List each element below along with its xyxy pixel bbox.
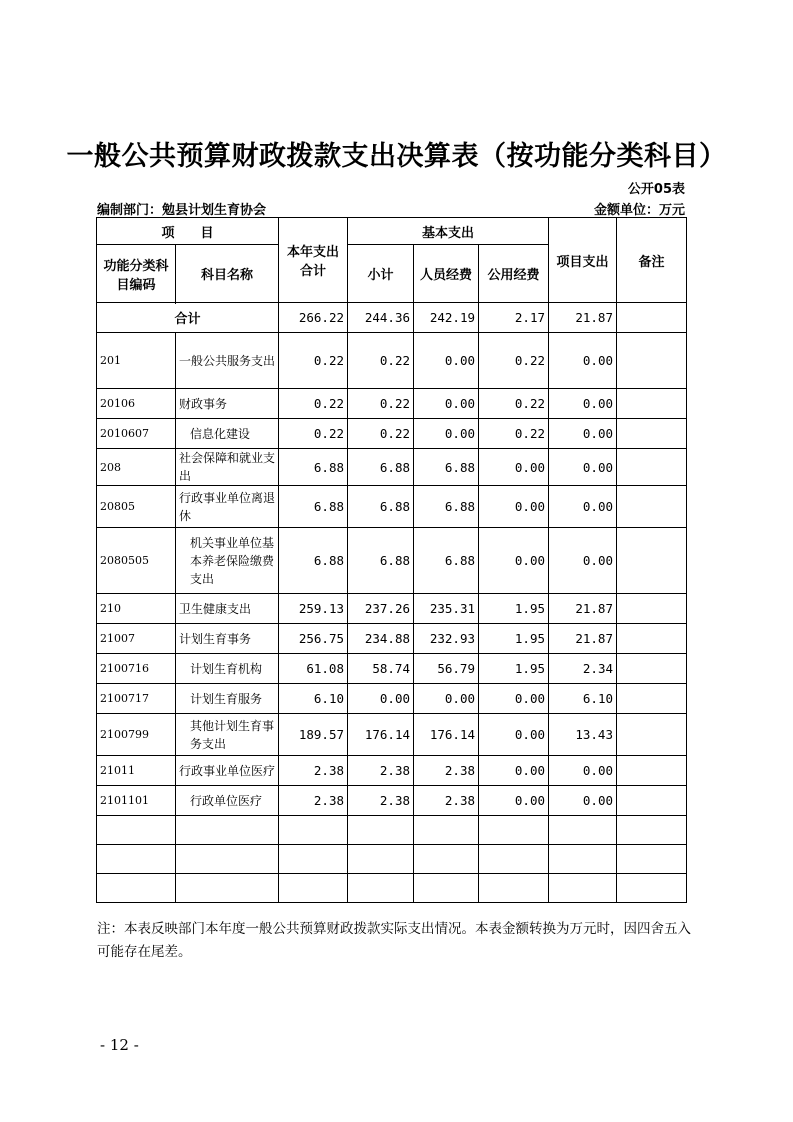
empty-cell — [348, 816, 414, 845]
table-row — [97, 756, 687, 786]
row-subtotal: 0.22 — [348, 419, 414, 449]
total-subtotal: 244.36 — [348, 303, 414, 333]
row-personnel: 0.00 — [414, 389, 479, 419]
row-name: 财政事务 — [176, 389, 279, 419]
department-label: 编制部门：勉县计划生育协会 — [97, 203, 267, 218]
row-personnel: 6.88 — [414, 528, 479, 594]
row-subtotal: 6.88 — [348, 486, 414, 528]
row-project: 2.34 — [549, 654, 617, 684]
row-personnel: 2.38 — [414, 786, 479, 816]
row-code: 21011 — [97, 756, 176, 786]
row-personnel: 235.31 — [414, 594, 479, 624]
row-annual: 256.75 — [279, 624, 348, 654]
row-name: 其他计划生育事务支出 — [176, 714, 279, 756]
row-annual: 259.13 — [279, 594, 348, 624]
empty-cell — [617, 816, 687, 845]
table-row — [97, 528, 687, 594]
row-subtotal: 6.88 — [348, 449, 414, 486]
empty-cell — [279, 845, 348, 874]
row-subtotal: 0.22 — [348, 389, 414, 419]
row-name: 机关事业单位基本养老保险缴费支出 — [176, 528, 279, 594]
row-annual: 6.88 — [279, 449, 348, 486]
row-annual: 2.38 — [279, 756, 348, 786]
row-code: 2100799 — [97, 714, 176, 756]
empty-cell — [97, 816, 176, 845]
row-project: 0.00 — [549, 419, 617, 449]
total-annual: 266.22 — [279, 303, 348, 333]
row-subtotal: 58.74 — [348, 654, 414, 684]
table-row — [97, 419, 687, 449]
row-name: 计划生育事务 — [176, 624, 279, 654]
empty-cell — [176, 845, 279, 874]
row-code: 2100716 — [97, 654, 176, 684]
table-row — [97, 624, 687, 654]
empty-cell — [617, 874, 687, 903]
row-project: 21.87 — [549, 624, 617, 654]
row-code: 21007 — [97, 624, 176, 654]
header-personnel: 人员经费 — [414, 245, 479, 303]
header-subject-name: 科目名称 — [176, 245, 279, 303]
row-project: 0.00 — [549, 449, 617, 486]
row-public: 0.00 — [479, 449, 549, 486]
table-row — [97, 449, 687, 486]
row-public: 0.22 — [479, 389, 549, 419]
empty-cell — [549, 874, 617, 903]
row-annual: 0.22 — [279, 333, 348, 389]
row-name: 行政单位医疗 — [176, 786, 279, 816]
row-name: 社会保障和就业支出 — [176, 449, 279, 486]
row-annual: 61.08 — [279, 654, 348, 684]
empty-cell — [549, 845, 617, 874]
row-public: 1.95 — [479, 654, 549, 684]
row-name: 信息化建设 — [176, 419, 279, 449]
row-remark — [617, 786, 687, 816]
empty-cell — [479, 874, 549, 903]
page-title: 一般公共预算财政拨款支出决算表（按功能分类科目） — [66, 141, 727, 172]
empty-cell — [97, 845, 176, 874]
empty-cell — [97, 874, 176, 903]
row-public: 0.00 — [479, 528, 549, 594]
row-code: 20805 — [97, 486, 176, 528]
empty-cell — [549, 816, 617, 845]
expenditure-table — [96, 217, 687, 903]
row-annual: 2.38 — [279, 786, 348, 816]
row-project: 0.00 — [549, 786, 617, 816]
row-subtotal: 0.00 — [348, 684, 414, 714]
header-subtotal: 小计 — [348, 245, 414, 303]
row-personnel: 2.38 — [414, 756, 479, 786]
row-annual: 189.57 — [279, 714, 348, 756]
table-row — [97, 786, 687, 816]
row-remark — [617, 684, 687, 714]
row-public: 0.00 — [479, 486, 549, 528]
row-personnel: 0.00 — [414, 333, 479, 389]
table-row — [97, 333, 687, 389]
row-public: 1.95 — [479, 594, 549, 624]
empty-cell — [617, 845, 687, 874]
header-basic: 基本支出 — [348, 218, 549, 245]
row-code: 2080505 — [97, 528, 176, 594]
table-row — [97, 684, 687, 714]
row-public: 0.00 — [479, 786, 549, 816]
row-remark — [617, 333, 687, 389]
row-name: 一般公共服务支出 — [176, 333, 279, 389]
header-remark: 备注 — [617, 218, 687, 303]
row-subtotal: 2.38 — [348, 756, 414, 786]
row-annual: 6.10 — [279, 684, 348, 714]
row-remark — [617, 624, 687, 654]
row-public: 0.00 — [479, 714, 549, 756]
row-annual: 6.88 — [279, 486, 348, 528]
empty-cell — [348, 845, 414, 874]
row-annual: 6.88 — [279, 528, 348, 594]
empty-cell — [176, 874, 279, 903]
row-project: 0.00 — [549, 756, 617, 786]
row-project: 0.00 — [549, 333, 617, 389]
row-remark — [617, 756, 687, 786]
header-func-code: 功能分类科目编码 — [97, 245, 176, 303]
row-remark — [617, 654, 687, 684]
header-annual-total: 本年支出合计 — [279, 218, 348, 303]
row-name: 卫生健康支出 — [176, 594, 279, 624]
row-remark — [617, 419, 687, 449]
row-code: 2010607 — [97, 419, 176, 449]
row-annual: 0.22 — [279, 419, 348, 449]
row-remark — [617, 449, 687, 486]
row-name: 行政事业单位医疗 — [176, 756, 279, 786]
table-row — [97, 654, 687, 684]
table-note: 注：本表反映部门本年度一般公共预算财政拨款实际支出情况。本表金额转换为万元时，因四舍五入可能存在尾差。 — [97, 921, 691, 960]
row-public: 0.00 — [479, 684, 549, 714]
row-personnel: 56.79 — [414, 654, 479, 684]
page-number: - 12 - — [100, 1036, 139, 1054]
row-code: 208 — [97, 449, 176, 486]
total-row — [97, 303, 687, 333]
row-code: 201 — [97, 333, 176, 389]
header-public: 公用经费 — [479, 245, 549, 303]
row-annual: 0.22 — [279, 389, 348, 419]
header-item: 项 目 — [97, 218, 279, 245]
row-project: 13.43 — [549, 714, 617, 756]
row-project: 0.00 — [549, 389, 617, 419]
empty-cell — [479, 845, 549, 874]
row-remark — [617, 389, 687, 419]
table-row — [97, 594, 687, 624]
total-remark — [617, 303, 687, 333]
row-remark — [617, 486, 687, 528]
row-personnel: 0.00 — [414, 684, 479, 714]
row-personnel: 176.14 — [414, 714, 479, 756]
empty-cell — [279, 816, 348, 845]
row-code: 2100717 — [97, 684, 176, 714]
empty-cell — [279, 874, 348, 903]
row-personnel: 0.00 — [414, 419, 479, 449]
row-subtotal: 234.88 — [348, 624, 414, 654]
row-subtotal: 0.22 — [348, 333, 414, 389]
row-personnel: 6.88 — [414, 486, 479, 528]
empty-cell — [414, 874, 479, 903]
empty-cell — [176, 816, 279, 845]
row-public: 0.00 — [479, 756, 549, 786]
row-project: 0.00 — [549, 528, 617, 594]
row-subtotal: 237.26 — [348, 594, 414, 624]
empty-row — [97, 874, 687, 903]
total-personnel: 242.19 — [414, 303, 479, 333]
table-code: 公开05表 — [627, 182, 685, 197]
row-name: 计划生育机构 — [176, 654, 279, 684]
row-code: 2101101 — [97, 786, 176, 816]
row-public: 0.22 — [479, 333, 549, 389]
row-remark — [617, 528, 687, 594]
row-personnel: 6.88 — [414, 449, 479, 486]
table-row — [97, 389, 687, 419]
unit-label: 金额单位：万元 — [593, 203, 685, 218]
row-subtotal: 6.88 — [348, 528, 414, 594]
empty-row — [97, 845, 687, 874]
total-public: 2.17 — [479, 303, 549, 333]
row-project: 21.87 — [549, 594, 617, 624]
row-code: 20106 — [97, 389, 176, 419]
row-code: 210 — [97, 594, 176, 624]
row-public: 0.22 — [479, 419, 549, 449]
table-row — [97, 714, 687, 756]
row-project: 6.10 — [549, 684, 617, 714]
empty-cell — [479, 816, 549, 845]
row-project: 0.00 — [549, 486, 617, 528]
empty-cell — [414, 816, 479, 845]
empty-cell — [348, 874, 414, 903]
table-row — [97, 486, 687, 528]
header-project: 项目支出 — [549, 218, 617, 303]
total-project: 21.87 — [549, 303, 617, 333]
row-name: 计划生育服务 — [176, 684, 279, 714]
row-personnel: 232.93 — [414, 624, 479, 654]
empty-cell — [414, 845, 479, 874]
row-name: 行政事业单位离退休 — [176, 486, 279, 528]
total-label: 合计 — [97, 303, 279, 333]
empty-row — [97, 816, 687, 845]
row-remark — [617, 714, 687, 756]
row-subtotal: 176.14 — [348, 714, 414, 756]
row-remark — [617, 594, 687, 624]
row-public: 1.95 — [479, 624, 549, 654]
row-subtotal: 2.38 — [348, 786, 414, 816]
